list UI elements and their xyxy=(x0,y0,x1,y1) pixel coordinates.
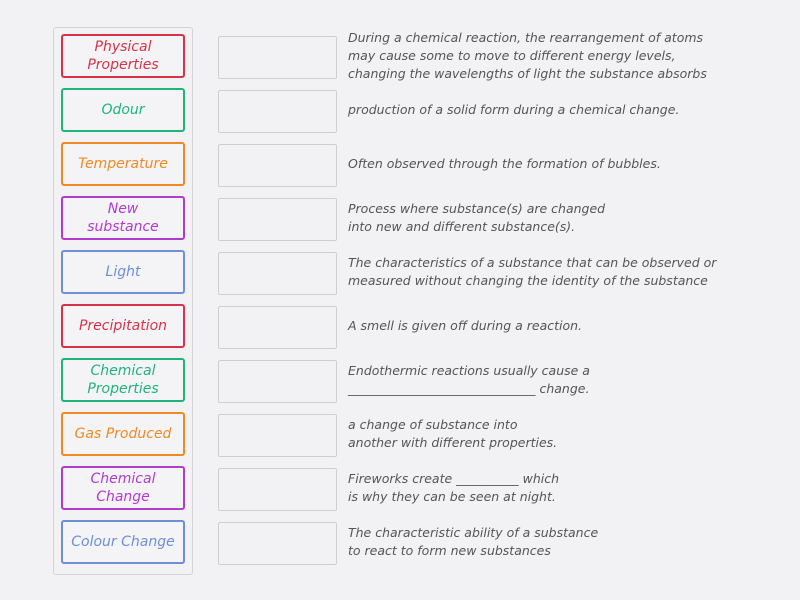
tile-label: Physical Properties xyxy=(87,39,159,73)
drop-slot[interactable] xyxy=(218,522,337,565)
drop-slot[interactable] xyxy=(218,414,337,457)
definition-text: Often observed through the formation of bubbles. xyxy=(348,156,661,171)
draggable-answer-tile[interactable] xyxy=(61,358,185,402)
tile-label: Odour xyxy=(101,102,145,118)
definition-text: a change of substance into another with different properties. xyxy=(348,417,558,450)
definition-text: production of a solid form during a chemical change. xyxy=(348,102,680,117)
drop-slot[interactable] xyxy=(218,36,337,79)
draggable-answer-tile[interactable] xyxy=(61,466,185,510)
draggable-answer-tile[interactable] xyxy=(61,520,185,564)
tile-label: Precipitation xyxy=(78,318,168,334)
definition-text: Process where substance(s) are changed into new and different substance(s). xyxy=(348,201,606,234)
drop-slot[interactable] xyxy=(218,144,337,187)
tile-label: Temperature xyxy=(78,156,168,172)
draggable-answer-tile[interactable] xyxy=(61,34,185,78)
draggable-answer-tile[interactable] xyxy=(61,304,185,348)
definition-text: The characteristics of a substance that can be observed or measured without changing the identity of the substance xyxy=(348,255,717,288)
draggable-answer-tile[interactable] xyxy=(61,88,185,132)
draggable-answer-tile[interactable] xyxy=(61,412,185,456)
tile-label: Gas Produced xyxy=(74,426,172,442)
tile-label: Colour Change xyxy=(71,534,175,550)
definition-text: The characteristic ability of a substance to react to form new substances xyxy=(348,525,599,558)
draggable-answer-tile[interactable] xyxy=(61,250,185,294)
tile-label: Chemical Properties xyxy=(87,363,159,397)
draggable-answer-tile[interactable] xyxy=(61,196,185,240)
drop-slot[interactable] xyxy=(218,360,337,403)
drop-slot[interactable] xyxy=(218,306,337,349)
tile-label: New substance xyxy=(87,201,159,235)
draggable-answer-tile[interactable] xyxy=(61,142,185,186)
definition-text: Fireworks create __________ which is why they can be seen at night. xyxy=(348,471,560,504)
definition-text: Endothermic reactions usually cause a ______________________________ change. xyxy=(348,363,590,396)
drop-slot[interactable] xyxy=(218,468,337,511)
definition-text: During a chemical reaction, the rearrangement of atoms may cause some to move to different energy levels, changing the wavelengths of light the substance absorbs xyxy=(348,30,707,81)
drop-slot[interactable] xyxy=(218,252,337,295)
drop-slot[interactable] xyxy=(218,198,337,241)
tile-label: Light xyxy=(105,264,141,280)
definition-text: A smell is given off during a reaction. xyxy=(348,318,583,333)
drop-slot[interactable] xyxy=(218,90,337,133)
tile-label: Chemical Change xyxy=(90,471,156,505)
